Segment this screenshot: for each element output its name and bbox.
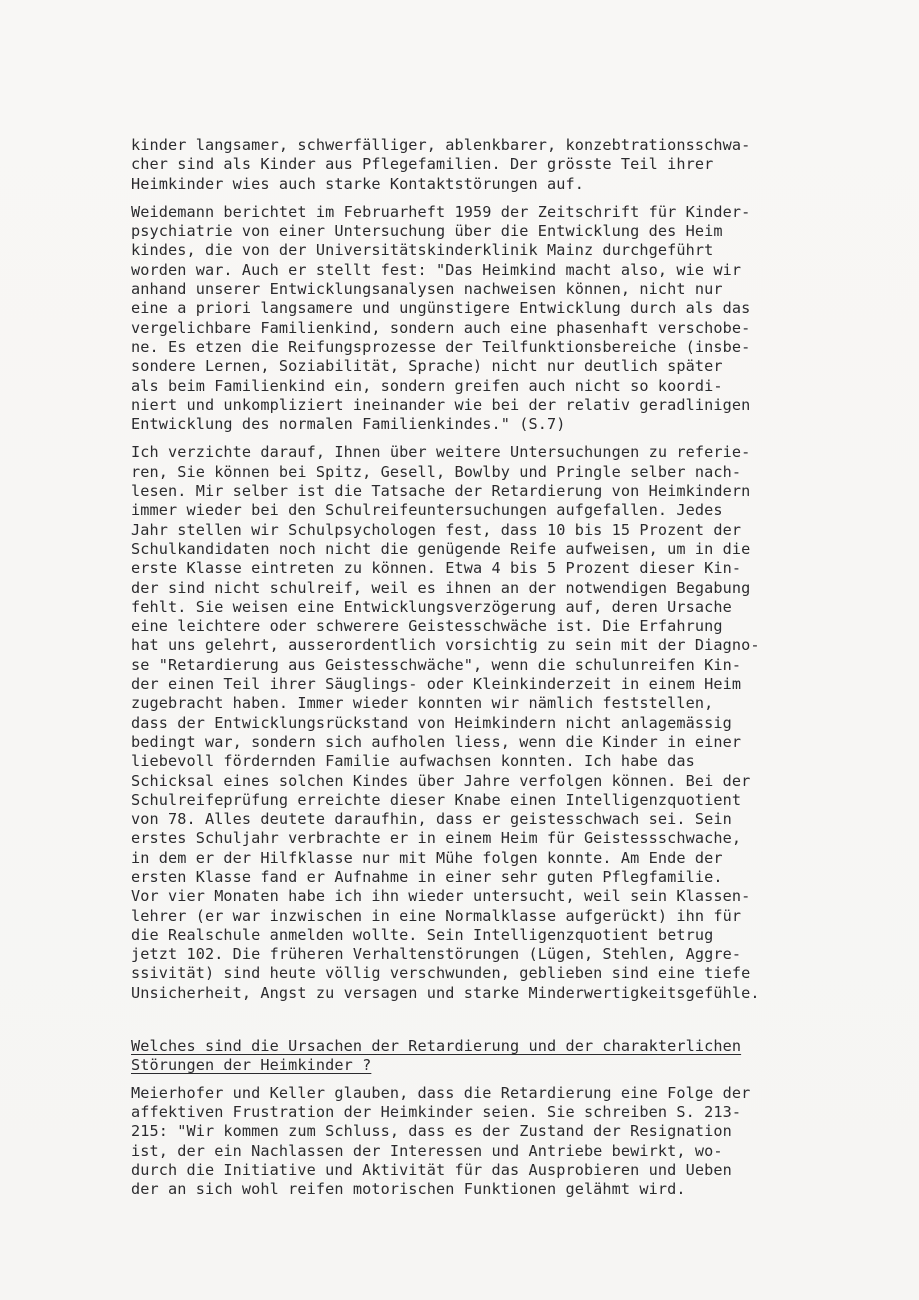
section-gap	[131, 1003, 876, 1037]
text-line: erste Klasse eintreten zu können. Etwa 4 bis 5 Prozent dieser Kin-	[131, 559, 742, 578]
text-line: Vor vier Monaten habe ich ihn wieder untersucht, weil sein Klassen-	[131, 887, 751, 906]
heading-line: Welches sind die Ursachen der Retardierung und der charakterlichen	[131, 1037, 742, 1056]
text-line: liebevoll fördernden Familie aufwachsen konnten. Ich habe das	[131, 752, 695, 771]
text-line: ren, Sie können bei Spitz, Gesell, Bowlby und Pringle selber nach-	[131, 462, 742, 481]
text-line: Entwicklung des normalen Familienkindes." (S.7)	[131, 415, 566, 434]
text-line: vergelichbare Familienkind, sondern auch eine phasenhaft verschobe-	[131, 318, 751, 337]
paragraph-4	[131, 1084, 876, 1200]
text-line: Schicksal eines solchen Kindes über Jahre verfolgen können. Bei der	[131, 771, 751, 790]
text-line: lesen. Mir selber ist die Tatsache der Retardierung von Heimkindern	[131, 482, 751, 501]
text-line: 215: "Wir kommen zum Schluss, dass es der Zustand der Resignation	[131, 1122, 732, 1141]
text-line: eine a priori langsamere und ungünstigere Entwicklung durch als das	[131, 299, 751, 318]
text-line: durch die Initiative und Aktivität für das Ausprobieren und Ueben	[131, 1160, 732, 1179]
text-line: der an sich wohl reifen motorischen Funktionen gelähmt wird.	[131, 1180, 686, 1199]
text-line: ssivität) sind heute völlig verschwunden, geblieben sind eine tiefe	[131, 964, 751, 983]
text-line: Unsicherheit, Angst zu versagen und starke Minderwertigkeitsgefühle.	[131, 983, 760, 1002]
section-heading	[131, 1037, 876, 1076]
paragraph-1	[131, 136, 876, 194]
text-line: jetzt 102. Die früheren Verhaltenstörungen (Lügen, Stehlen, Aggre-	[131, 945, 742, 964]
text-line: als beim Familienkind ein, sondern greifen auch nicht so koordi-	[131, 376, 723, 395]
text-line: kindes, die von der Universitätskinderklinik Mainz durchgeführt	[131, 241, 714, 260]
text-line: die Realschule anmelden wollte. Sein Intelligenzquotient betrug	[131, 925, 714, 944]
text-line: cher sind als Kinder aus Pflegefamilien. Der grösste Teil ihrer	[131, 155, 714, 174]
text-line: Schulkandidaten noch nicht die genügende Reife aufweisen, um in die	[131, 539, 751, 558]
heading-line: Störungen der Heimkinder ?	[131, 1056, 372, 1075]
text-line: lehrer (er war inzwischen in eine Normalklasse aufgerückt) ihn für	[131, 906, 742, 925]
text-line: bedingt war, sondern sich aufholen liess, wenn die Kinder in einer	[131, 732, 742, 751]
text-line: se "Retardierung aus Geistesschwäche", wenn die schulunreifen Kin-	[131, 655, 742, 674]
text-line: Ich verzichte darauf, Ihnen über weitere Untersuchungen zu referie-	[131, 443, 751, 462]
paragraph-gap	[131, 194, 876, 203]
text-line: worden war. Auch er stellt fest: "Das Heimkind macht also, wie wir	[131, 260, 742, 279]
paragraph-gap	[131, 434, 876, 443]
text-line: sondere Lernen, Soziabilität, Sprache) nicht nur deutlich später	[131, 357, 723, 376]
text-line: Jahr stellen wir Schulpsychologen fest, dass 10 bis 15 Prozent der	[131, 520, 742, 539]
text-line: Schulreifeprüfung erreichte dieser Knabe einen Intelligenzquotient	[131, 790, 742, 809]
text-line: der sind nicht schulreif, weil es ihnen an der notwendigen Begabung	[131, 578, 751, 597]
paragraph-3	[131, 443, 876, 1003]
text-line: fehlt. Sie weisen eine Entwicklungsverzögerung auf, deren Ursache	[131, 597, 732, 616]
text-line: Heimkinder wies auch starke Kontaktstörungen auf.	[131, 174, 584, 193]
paragraph-2	[131, 203, 876, 435]
text-line: Weidemann berichtet im Februarheft 1959 der Zeitschrift für Kinder-	[131, 202, 751, 221]
text-line: ersten Klasse fand er Aufnahme in einer sehr guten Pflegfamilie.	[131, 867, 723, 886]
text-line: in dem er der Hilfklasse nur mit Mühe folgen konnte. Am Ende der	[131, 848, 723, 867]
text-line: anhand unserer Entwicklungsanalysen nachweisen können, nicht nur	[131, 280, 723, 299]
text-line: der einen Teil ihrer Säuglings- oder Kleinkinderzeit in einem Heim	[131, 675, 742, 694]
text-line: hat uns gelehrt, ausserordentlich vorsichtig zu sein mit der Diagno-	[131, 636, 760, 655]
text-line: dass der Entwicklungsrückstand von Heimkindern nicht anlagemässig	[131, 713, 732, 732]
text-line: kinder langsamer, schwerfälliger, ablenkbarer, konzebtrationsschwa-	[131, 136, 751, 154]
text-line: immer wieder bei den Schulreifeuntersuchungen aufgefallen. Jedes	[131, 501, 723, 520]
text-line: ne. Es etzen die Reifungsprozesse der Teilfunktionsbereiche (insbe-	[131, 337, 751, 356]
page-body	[131, 136, 876, 1199]
text-line: zugebracht haben. Immer wieder konnten wir nämlich feststellen,	[131, 694, 714, 713]
text-line: Meierhofer und Keller glauben, dass die Retardierung eine Folge der	[131, 1083, 751, 1102]
text-line: erstes Schuljahr verbrachte er in einem Heim für Geistessschwache,	[131, 829, 742, 848]
text-line: psychiatrie von einer Untersuchung über die Entwicklung des Heim	[131, 222, 723, 241]
text-line: von 78. Alles deutete daraufhin, dass er geistesschwach sei. Sein	[131, 810, 732, 829]
text-line: eine leichtere oder schwerere Geistesschwäche ist. Die Erfahrung	[131, 617, 723, 636]
text-line: affektiven Frustration der Heimkinder seien. Sie schreiben S. 213-	[131, 1102, 742, 1121]
text-line: niert und unkompliziert ineinander wie bei der relativ geradlinigen	[131, 395, 751, 414]
text-line: ist, der ein Nachlassen der Interessen und Antriebe bewirkt, wo-	[131, 1141, 723, 1160]
